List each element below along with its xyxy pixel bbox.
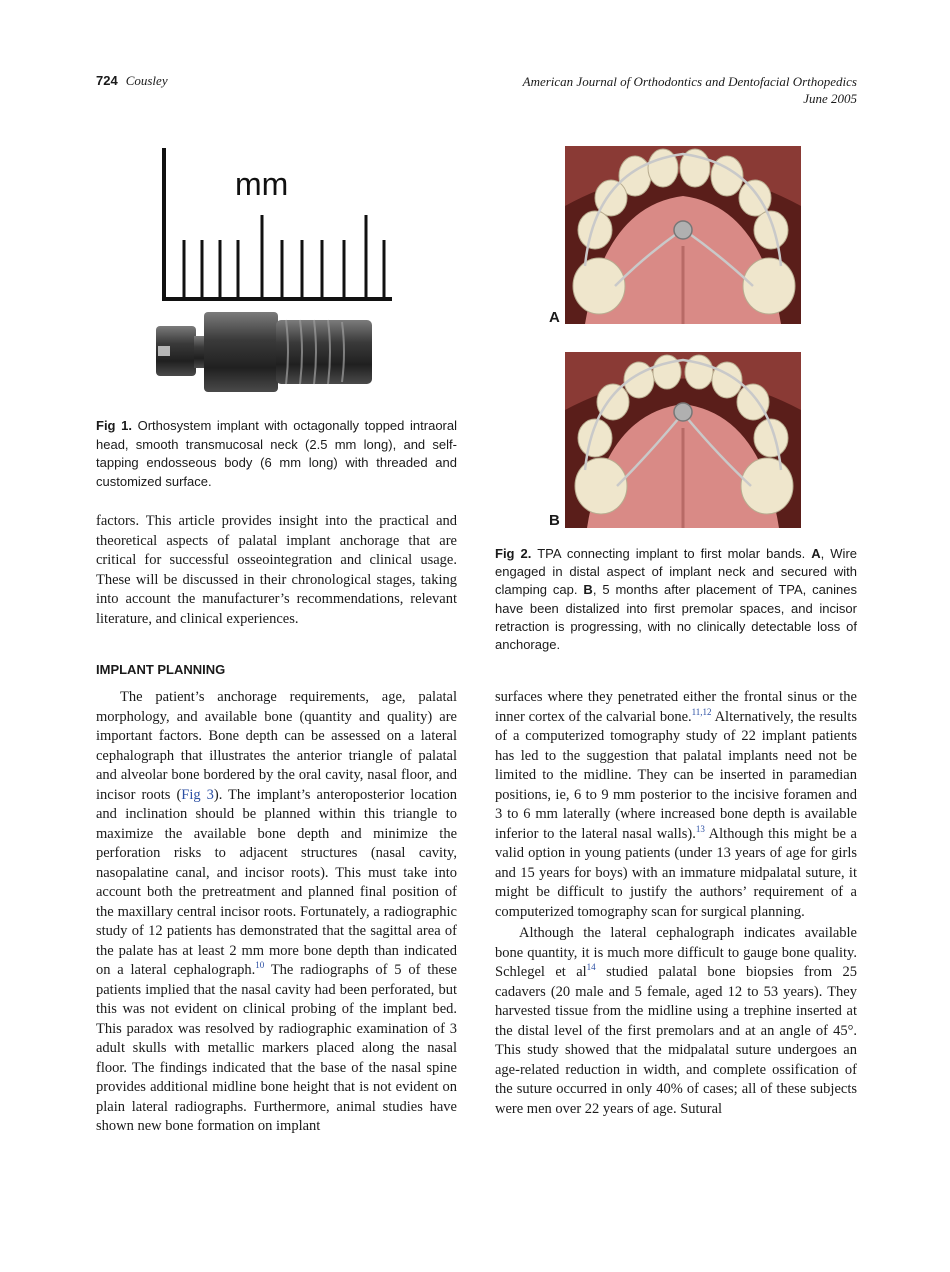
paragraph-text: Alternatively, the results of a computerized tomography study of 22 implant patients has led to the suggestion that palatal implants need not be limited to the midline. They can be inserted in paramedian positions, ie, 6 to 9 mm posterior to the incisive foramen and 3 to 6 mm laterally (where increased bone depth is available inferior to the lateral nasal walls). — [495, 708, 857, 842]
figure-2-caption-text: , Wire engaged in distal aspect of implant neck and secured with clamping cap. — [495, 546, 857, 598]
reference-link[interactable]: 13 — [695, 823, 705, 834]
body-paragraph: factors. This article provides insight into the practical and theoretical aspects of palatal implant anchorage that are critical for successful osseointegration and clinical usage. These will be discussed in their chronological stages, taking into account the manufacturer’s recommendations, relevant literature, and clinical experiences. — [96, 513, 457, 627]
paragraph-text: studied palatal bone biopsies from 25 cadavers (20 male and 5 female, aged 12 to 53 years). They harvested tissue from the midline using a trephine inserted at the distal level of the first premolars and at an angle of 45°. This study showed that the midpalatal suture undergoes an age-related reduction in width, and complete ossification of the suture occurred in only 40% of cases; all of these subjects were men over 22 years of age. Sutural — [495, 964, 858, 1117]
right-column — [495, 688, 857, 1119]
issue-date: June 2005 — [803, 91, 857, 106]
body-paragraph — [495, 924, 857, 1119]
figure-2-panel-a-label: A — [549, 309, 560, 326]
reference-link[interactable]: 10 — [255, 960, 265, 971]
figure-3-link[interactable]: Fig 3 — [181, 786, 214, 803]
running-header-right — [523, 73, 857, 107]
figure-1-implant-photo — [150, 140, 408, 402]
ruler-unit-label: mm — [235, 166, 289, 202]
figure-1-caption — [96, 417, 457, 491]
paragraph-text: Although the lateral cephalograph indicates available bone quantity, it is much more difficult to gauge bone quality. Schlegel et al — [495, 925, 857, 980]
left-column — [96, 688, 457, 1137]
figure-2-label: Fig 2. — [495, 546, 532, 561]
reference-link[interactable]: 14 — [586, 962, 596, 973]
running-author: Cousley — [125, 73, 168, 88]
body-paragraph — [495, 688, 857, 922]
figure-2b-palate-photo — [565, 352, 801, 528]
journal-name: American Journal of Orthodontics and Dentofacial Orthopedics — [522, 74, 857, 89]
figure-1-label: Fig 1. — [96, 418, 132, 433]
figure-2-caption-text: , 5 months after placement of TPA, canines have been distalized into first premolar spaces, and incisor retraction is progressing, with no clinically detectable loss of anchorage. — [495, 582, 857, 653]
section-heading: IMPLANT PLANNING — [96, 662, 226, 677]
reference-link[interactable]: 11,12 — [691, 706, 712, 717]
figure-2-caption-b: B — [583, 582, 593, 598]
intro-paragraph — [96, 512, 457, 629]
running-header-left — [96, 73, 168, 89]
figure-2a-palate-photo — [565, 146, 801, 324]
figure-2-caption — [495, 545, 857, 654]
figure-2-caption-a: A — [811, 546, 821, 561]
figure-1-caption-text: Orthosystem implant with octagonally topped intraoral head, smooth transmucosal neck (2.5 mm long), and self-tapping endosseous body (6 mm long) with threaded and customized surface. — [96, 418, 457, 489]
paragraph-text: surfaces where they penetrated either the frontal sinus or the inner cortex of the calvarial bone. — [495, 689, 857, 725]
body-paragraph — [96, 688, 457, 1137]
paragraph-text: ). The implant’s anteroposterior location and inclination should be planned within this triangle to maximize the available bone depth and minimize the perforation risks to adjacent structures (nasal cavity, nasopalatine canal, and incisor roots). This must take into account both the pretreatment and planned final position of the maxillary central incisor roots. Fortunately, a radiographic study of 12 patients has demonstrated that the sagittal area of the palate has at least 2 mm more bone depth than indicated on a lateral cephalograph. — [96, 786, 458, 978]
paragraph-text: The radiographs of 5 of these patients implied that the nasal cavity had been perforated, but this was not evident on clinical probing of the implant bed. This paradox was resolved by radiographic examination of 3 adult skulls with metallic markers placed along the nasal floor. The findings indicated that the base of the nasal spine provides additional midline bone height that is not evident on plain lateral radiographs. Furthermore, animal studies have shown new bone formation on implant — [96, 962, 457, 1134]
paragraph-text: The patient’s anchorage requirements, age, palatal morphology, and available bone (quantity and quality) are important factors. Bone depth can be assessed on a lateral cephalograph that illustrates the anterior triangle of palatal and alveolar bone bordered by the oral cavity, nasal floor, and incisor roots ( — [96, 689, 457, 803]
figure-2-caption-text: TPA connecting implant to first molar bands. — [531, 546, 812, 561]
paragraph-text: Although this might be a valid option in young patients (under 13 years of age for girls and 15 years for boys) with an immature midpalatal suture, it might be difficult to justify the authors’ requirement of a computerized tomography scan for surgical planning. — [495, 825, 857, 920]
figure-2-panel-b-label: B — [549, 512, 560, 529]
page-number: 724 — [96, 73, 118, 88]
